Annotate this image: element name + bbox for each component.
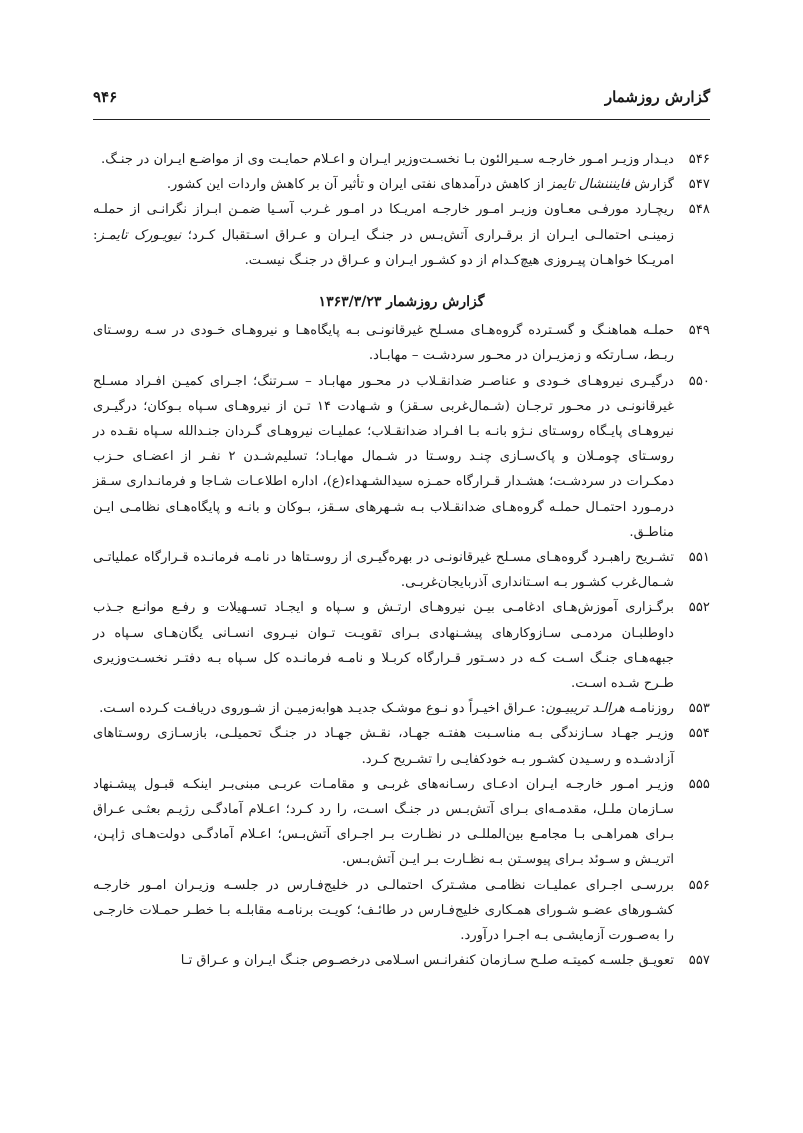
entry-number: ۵۴۹ xyxy=(688,323,710,339)
entry-number: ۵۵۰ xyxy=(688,373,710,389)
entry-text-prefix: ریچـارد مورفـی معـاون وزیـر امـور خارجـه امریـکا در امـور غـرب آسـیا ضمـن ابـراز نگرانـی از حملـه زمینـی احتمالـی ایـران از برقـراری آتش‌بـس در جنـگ ایـران و عـراق اسـتقبال کـرد؛ xyxy=(93,202,674,243)
entry-text: دیـدار وزیـر امـور خارجـه سـیرالئون بـا نخسـت‌وزیر ایـران و اعـلام حمایـت وی از مواضـع ایـران در جنـگ. xyxy=(101,152,674,167)
entry-554 xyxy=(93,721,710,771)
entry-text: تعویـق جلسـه کمیتـه صلـح سـازمان کنفرانـس اسـلامی درخصـوص جنـگ ایـران و عـراق تـا xyxy=(180,953,674,969)
running-title: گزارش روزشمار xyxy=(604,88,710,106)
entry-text: وزیـر جهـاد سـازندگی بـه مناسـبت هفتـه جهـاد، نقـش جهـاد در جنـگ تحمیلـی، بازسـازی روسـتاهای آزادشـده و رسـیدن کشـور بـه خودکفایـی را تشـریح کـرد. xyxy=(93,726,674,767)
entry-number: ۵۵۵ xyxy=(688,776,710,792)
header-rule xyxy=(93,119,710,120)
entry-text: حملـه هماهنـگ و گسـترده گروه‌هـای مسـلح غیرقانونـی بـه پایگاه‌هـا و نیروهـای خـودی در سـه روسـتای ربـط، سـارتکه و زمزیـران در محـور سردشـت – مهابـاد. xyxy=(93,323,674,364)
entry-text-suffix: از کاهش درآمدهای نفتی ایران و تأثیر آن بر کاهش واردات این کشور. xyxy=(166,177,549,193)
entry-557 xyxy=(93,948,710,973)
publication-name: فاینننشال تایمز xyxy=(548,177,631,193)
page-header xyxy=(93,88,710,110)
publication-name: نیویـورک تایمـز xyxy=(97,227,182,243)
entry-number: ۵۵۱ xyxy=(688,550,710,566)
document-body xyxy=(93,147,710,974)
entry-text: برگـزاری آموزش‌هـای ادغامـی بیـن نیروهـای ارتـش و سـپاه و ایجـاد تسـهیلات و رفـع موانـع جـذب داوطلبـان مردمـی سـازوکارهای پیشـنهادی بـرای تقویـت تـوان نیـروی انسـانی یگان‌هـای سـپاه در جبهه‌هـای جنـگ اسـت کـه در دسـتور قـرارگاه کربـلا و نامـه فرمانـده کل سـپاه بـه دفتـر نخسـت‌وزیری طـرح شـده اسـت. xyxy=(93,600,674,692)
entry-text: بررسـی اجـرای عملیـات نظامـی مشـترک احتمالـی در خلیج‌فـارس در جلسـه وزیـران امـور خارجـه کشـورهای عضـو شـورای همـکاری خلیج‌فـارس در طائـف؛ کویـت برنامـه مقابلـه بـا خطـر حمـلات خارجـی را به‌صـورت آزمایشـی بـه اجـرا درآورد. xyxy=(93,877,674,944)
entry-549 xyxy=(93,318,710,368)
entry-number: ۵۵۲ xyxy=(688,600,710,616)
entry-547 xyxy=(93,172,710,197)
entry-text-prefix: گزارش xyxy=(630,177,674,193)
entry-text-prefix: روزنامـه xyxy=(625,701,674,717)
page-number: ۹۴۶ xyxy=(93,88,118,106)
section-title: گزارش روزشمار ۱۳۶۳/۳/۲۳ xyxy=(318,294,485,311)
entry-number: ۵۴۸ xyxy=(688,202,710,218)
entry-text: درگیـری نیروهـای خـودی و عناصـر ضدانقـلاب در محـور مهابـاد – سـرتنگ؛ اجـرای کمیـن افـراد مسـلح غیرقانونـی در محـور ترجـان (شـمال‌غربی سـقز) و شـهادت ۱۴ تـن از نیروهـای سـپاه بـوکان؛ درگیـری نیروهـای پایـگاه روسـتای نـژو بانـه بـا افـراد ضدانقـلاب؛ عملیـات نیروهـای گـردان جنـدالله سـپاه نقـده در روسـتای چومـلان و پاک‌سـازی چنـد روسـتا در شـمال مهابـاد؛ تسلیم‌شـدن ۲ نفـر از اعضـای حـزب دمکـرات در سردشـت؛ هشـدار قـرارگاه حمـزه سیدالشـهداء(ع)، اداره اطلاعـات شـاجا و فرمانـداری سـقز درمـورد احتمـال حملـه گروه‌هـای ضدانقـلاب بـه شـهرهای سـقز، بـوکان و بانـه و پایگاه‌هـای نظامـی ایـن مناطـق. xyxy=(93,373,674,540)
entry-number: ۵۴۶ xyxy=(688,152,710,167)
entry-546 xyxy=(93,147,710,172)
entry-553 xyxy=(93,696,710,721)
entry-555 xyxy=(93,772,710,873)
entry-552 xyxy=(93,595,710,696)
entry-text-suffix: : عـراق اخیـراً دو نـوع موشـک جدیـد هوابه‌زمیـن از شـوروی دریافـت کـرده اسـت. xyxy=(99,701,546,717)
entry-text: تشـریح راهبـرد گروه‌هـای مسـلح غیرقانونـی در بهره‌گیـری از روسـتاها در نامـه فرمانـده قـرارگاه عملیاتـی شـمال‌غرب کشـور بـه اسـتانداری آذربایجان‌غربـی. xyxy=(93,550,674,591)
entry-551 xyxy=(93,545,710,595)
entry-number: ۵۵۶ xyxy=(688,877,710,893)
entry-number: ۵۴۷ xyxy=(688,177,710,193)
entry-556 xyxy=(93,873,710,949)
entry-number: ۵۵۳ xyxy=(688,701,710,717)
entry-text-suffix: : امریـکا خواهـان پیـروزی هیچ‌کـدام از دو کشـور ایـران و عـراق در جنـگ نیسـت. xyxy=(93,227,674,268)
entry-text: وزیـر امـور خارجـه ایـران ادعـای رسـانه‌های غربـی و مقامـات عربـی مبنی‌بـر اینکـه قبـول پیشـنهاد سـازمان ملـل، مقدمـه‌ای بـرای آتش‌بـس در جنـگ اسـت، را رد کـرد؛ اعـلام آمادگـی رژیـم بعثـی عـراق بـرای همراهـی بـا مجامـع بین‌المللـی در نظـارت بـر اجـرای آتش‌بـس؛ اعـلام آمادگـی دولت‌هـای ژاپـن، اتریـش و سـوئد بـرای پیوسـتن بـه نظـارت بـر ایـن آتش‌بـس. xyxy=(93,776,674,868)
entry-550 xyxy=(93,369,710,545)
publication-name: هرالـد تریبیـون xyxy=(545,701,626,717)
entry-548 xyxy=(93,197,710,273)
entry-number: ۵۵۴ xyxy=(688,726,710,742)
entry-number: ۵۵۷ xyxy=(688,953,710,969)
